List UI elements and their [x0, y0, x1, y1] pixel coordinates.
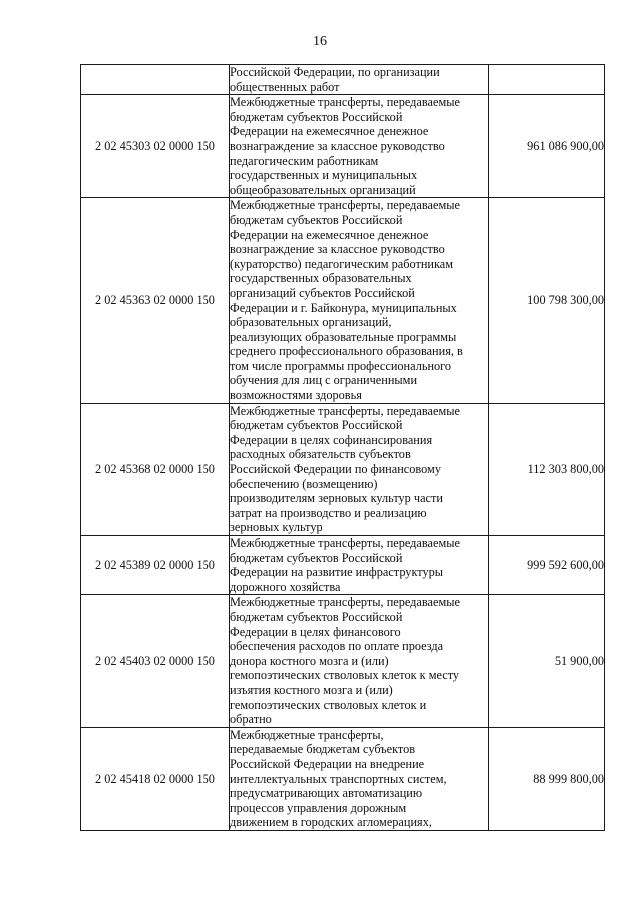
table-row — [81, 536, 605, 595]
description-line: Федерации в целях софинансирования — [230, 432, 433, 447]
description-line: вознаграждение за классное руководство — [230, 242, 445, 257]
description-line: вознаграждение за классное руководство — [230, 138, 445, 153]
amount-cell: 999 592 600,00 — [489, 536, 605, 595]
description-line: предусматривающих автоматизацию — [230, 786, 423, 801]
description-line: реализующих образовательные программы — [230, 329, 457, 344]
description-line: возможностями здоровья — [230, 388, 362, 403]
amount-cell: 88 999 800,00 — [489, 727, 605, 830]
description-cell — [230, 403, 489, 535]
description-line: Межбюджетные трансферты, передаваемые — [230, 403, 460, 418]
description-line: Российской Федерации на внедрение — [230, 756, 425, 771]
amount-cell: 51 900,00 — [489, 595, 605, 727]
description-cell — [230, 65, 489, 95]
description-line: Российской Федерации по финансовому — [230, 462, 441, 477]
description-line: том числе программы профессионального — [230, 358, 452, 373]
description-line: гемопоэтических стволовых клеток к месту — [230, 668, 460, 683]
description-line: Межбюджетные трансферты, передаваемые — [230, 536, 460, 550]
description-line: бюджетам субъектов Российской — [230, 418, 403, 433]
description-cell — [230, 198, 489, 403]
description-line: Межбюджетные трансферты, передаваемые — [230, 595, 460, 610]
revenue-code-cell: 2 02 45303 02 0000 150 — [81, 95, 230, 198]
table-row — [81, 65, 605, 95]
table-body — [81, 65, 605, 831]
description-line: организаций субъектов Российской — [230, 285, 415, 300]
description-cell — [230, 595, 489, 727]
description-line: движением в городских агломерациях, — [230, 815, 432, 830]
description-line: зерновых культур — [230, 520, 323, 535]
description-line: обучения для лиц с ограниченными — [230, 373, 418, 388]
table-row — [81, 198, 605, 403]
revenue-code-cell — [81, 65, 230, 95]
description-line: дорожного хозяйства — [230, 579, 341, 594]
revenue-code-cell: 2 02 45368 02 0000 150 — [81, 403, 230, 535]
description-line: обеспечения расходов по оплате проезда — [230, 639, 444, 654]
description-line: Федерации в целях финансового — [230, 624, 401, 639]
table-row — [81, 595, 605, 727]
description-cell — [230, 536, 489, 595]
table-row — [81, 95, 605, 198]
description-cell — [230, 727, 489, 830]
description-line: интеллектуальных транспортных систем, — [230, 771, 447, 786]
description-line: Российской Федерации, по организации — [230, 65, 440, 79]
description-cell — [230, 95, 489, 198]
amount-cell: 961 086 900,00 — [489, 95, 605, 198]
description-line: расходных обязательств субъектов — [230, 447, 411, 462]
revenue-code-cell: 2 02 45418 02 0000 150 — [81, 727, 230, 830]
description-line: бюджетам субъектов Российской — [230, 609, 403, 624]
table-row — [81, 727, 605, 830]
description-line: изъятия костного мозга и (или) — [230, 682, 393, 697]
description-line: Федерации на ежемесячное денежное — [230, 227, 429, 242]
revenue-code-cell: 2 02 45363 02 0000 150 — [81, 198, 230, 403]
description-line: бюджетам субъектов Российской — [230, 212, 403, 227]
description-line: бюджетам субъектов Российской — [230, 109, 403, 124]
description-line: общественных работ — [230, 79, 340, 94]
description-line: государственных образовательных — [230, 271, 412, 286]
amount-cell — [489, 65, 605, 95]
amount-cell: 100 798 300,00 — [489, 198, 605, 403]
page-number: 16 — [313, 34, 327, 49]
description-line: Федерации и г. Байконура, муниципальных — [230, 300, 457, 315]
table-row — [81, 403, 605, 535]
description-line: процессов управления дорожным — [230, 800, 407, 815]
description-line: Межбюджетные трансферты, — [230, 727, 384, 742]
description-line: передаваемые бюджетам субъектов — [230, 742, 416, 757]
description-line: (кураторство) педагогическим работникам — [230, 256, 454, 271]
amount-cell: 112 303 800,00 — [489, 403, 605, 535]
description-line: общеобразовательных организаций — [230, 182, 416, 197]
revenue-code-cell: 2 02 45389 02 0000 150 — [81, 536, 230, 595]
description-line: донора костного мозга и (или) — [230, 653, 389, 668]
description-line: производителям зерновых культур части — [230, 491, 443, 506]
description-line: обеспечению (возмещению) — [230, 476, 378, 491]
description-line: образовательных организаций, — [230, 315, 392, 330]
description-line: Федерации на ежемесячное денежное — [230, 124, 429, 139]
description-line: гемопоэтических стволовых клеток и — [230, 697, 427, 712]
description-line: государственных и муниципальных — [230, 168, 418, 183]
description-line: среднего профессионального образования, в — [230, 344, 463, 359]
description-line: Межбюджетные трансферты, передаваемые — [230, 95, 460, 110]
description-line: Межбюджетные трансферты, передаваемые — [230, 198, 460, 213]
revenue-code-cell: 2 02 45403 02 0000 150 — [81, 595, 230, 727]
description-line: Федерации на развитие инфраструктуры — [230, 565, 444, 580]
description-line: обратно — [230, 712, 272, 727]
description-line: затрат на производство и реализацию — [230, 505, 427, 520]
description-line: педагогическим работникам — [230, 153, 379, 168]
budget-revenue-table — [80, 64, 605, 831]
description-line: бюджетам субъектов Российской — [230, 550, 403, 565]
